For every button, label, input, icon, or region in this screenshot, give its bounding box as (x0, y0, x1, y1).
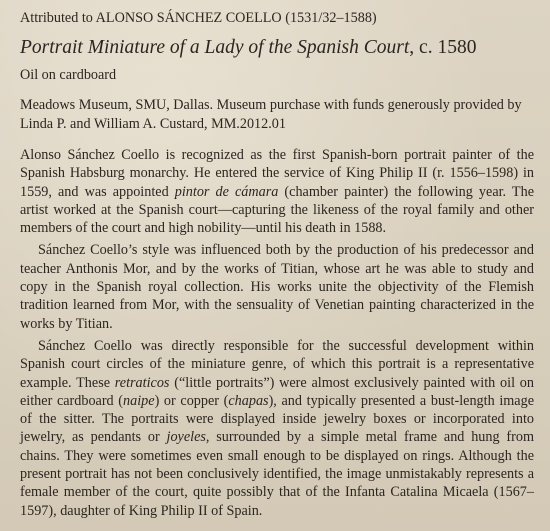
text-segment: (chamber painter) the following year. The artist worked at the Spanish court—capturing the likeness of the royal family and other members of the court and high nobility—until his death in 1588. (20, 183, 534, 237)
paragraph-style: Sánchez Coello’s style was influenced both by the production of his predecessor and teacher Anthonis Mor, and by the works of Titian, whose art he was able to study and copy in the Spanish royal collection. His works unite the objectivity of the Flemish tradition learned from Mor, with the sensuality of Venetian painting characterized in the works by Titian. (20, 242, 534, 332)
credit-line: Meadows Museum, SMU, Dallas. Museum purchase with funds generously provided by Linda P. and William A. Custard, MM.2012.01 (20, 97, 522, 132)
paragraph-biography (20, 146, 534, 237)
italic-term: joyeles (166, 429, 206, 446)
text-segment: (“little portraits”) were almost exclusively painted with oil on either cardboard ( (20, 374, 534, 409)
text-segment: , surrounded by a simple metal frame and hung from chains. They were sometimes even small enough to be displayed on rings. Although the present portrait has not been conclusively identified, the image unmistakably represents a female member of the court, quite possibly that of the Infanta Catalina Micaela (1567–1597), daughter of King Philip II of Spain. (20, 429, 534, 519)
italic-term: chapas (228, 392, 269, 409)
artwork-medium: Oil on cardboard (20, 67, 117, 83)
text-segment: ), and typically presented a bust-length image of the sitter. The portraits were displayed inside jewelry boxes or incorporated into jewelry, as pendants or (20, 392, 534, 446)
italic-term: pintor de cámara (174, 183, 279, 200)
text-segment: ) or copper ( (154, 392, 229, 409)
text-segment: Alonso Sánchez Coello is recognized as the first Spanish-born portrait painter of the Spanish Habsburg monarchy. He entered the service of King Philip II (r. 1556–1598) in 1559, and was appointed (20, 147, 534, 200)
artwork-title: Portrait Miniature of a Lady of the Spanish Court (20, 37, 410, 58)
paragraph-miniatures (20, 337, 534, 520)
artwork-date: , c. 1580 (409, 37, 477, 58)
artwork-title-line (20, 36, 534, 60)
artist-attribution: Attributed to ALONSO SÁNCHEZ COELLO (1531/32–1588) (20, 10, 377, 26)
italic-term: naipe (123, 392, 155, 409)
text-segment: Sánchez Coello was directly responsible for the successful development within Spanish court circles of the miniature genre, of which this portrait is a representative example. These (20, 337, 534, 391)
italic-term: retraticos (114, 374, 170, 391)
